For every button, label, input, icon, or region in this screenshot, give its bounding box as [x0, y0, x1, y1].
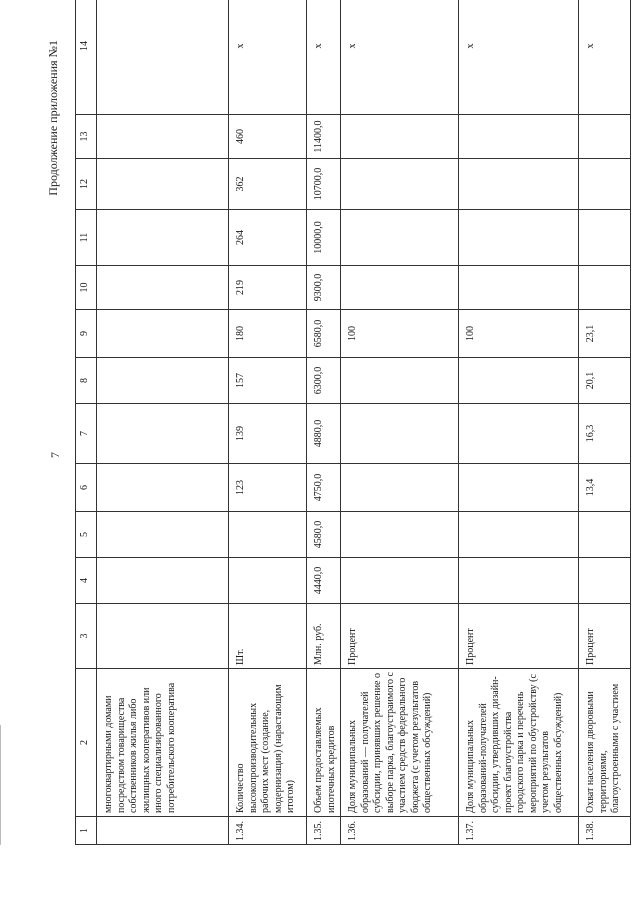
continuation-header: Продолжение приложения №1 [46, 40, 60, 196]
page-number: 7 [48, 452, 62, 458]
value-col-13 [579, 115, 631, 159]
table-row [307, 0, 341, 845]
value-col-9: 6580,0 [307, 310, 341, 358]
value-col-4 [459, 558, 579, 604]
indicator-name: Объем предоставляемых ипотечных кредитов [307, 669, 341, 817]
unit-of-measure [97, 604, 229, 669]
value-col-13: 11400,0 [307, 115, 341, 159]
value-col-9: 180 [229, 310, 307, 358]
column-number: 13 [76, 115, 97, 159]
column-number: 8 [76, 358, 97, 404]
value-col-6: 4750,0 [307, 464, 341, 512]
value-col-12 [97, 159, 229, 210]
value-col-6 [97, 464, 229, 512]
indicator-name: Количество высокопроизводительных рабочих мест (создание, модернизация) (нарастающим итогом) [229, 669, 307, 817]
value-col-11: 264 [229, 210, 307, 266]
indicator-name: Доля муниципальных образований-получателей субсидии, утвердивших дизайн-проект благоустройства городского парка и перечень мероприятий по обустройству (с учетом результатов общественных обсуждений) [459, 669, 579, 817]
value-col-14: x [341, 0, 459, 115]
value-col-5 [97, 512, 229, 558]
value-col-4 [97, 558, 229, 604]
unit-of-measure: Шт. [229, 604, 307, 669]
value-col-12 [579, 159, 631, 210]
value-col-7 [341, 404, 459, 464]
value-col-12: 10700,0 [307, 159, 341, 210]
value-col-5: 4580,0 [307, 512, 341, 558]
value-col-10 [341, 266, 459, 310]
table-row [229, 0, 307, 845]
value-col-4: 4440,0 [307, 558, 341, 604]
scan-artifact-line [0, 725, 1, 845]
value-col-13: 460 [229, 115, 307, 159]
column-number: 14 [76, 0, 97, 115]
row-number: 1.35. [307, 817, 341, 845]
value-col-11: 10000,0 [307, 210, 341, 266]
table-row [579, 0, 631, 845]
row-number: 1.36. [341, 817, 459, 845]
value-col-12 [459, 159, 579, 210]
value-col-5 [341, 512, 459, 558]
column-number: 9 [76, 310, 97, 358]
table-row [459, 0, 579, 845]
unit-of-measure: Млн. руб. [307, 604, 341, 669]
value-col-11 [579, 210, 631, 266]
row-number [97, 817, 229, 845]
value-col-9: 100 [459, 310, 579, 358]
value-col-7: 16,3 [579, 404, 631, 464]
column-number-row [76, 0, 97, 845]
column-number: 6 [76, 464, 97, 512]
value-col-6: 13,4 [579, 464, 631, 512]
column-number: 12 [76, 159, 97, 210]
value-col-7 [459, 404, 579, 464]
value-col-10: 9300,0 [307, 266, 341, 310]
value-col-8: 6300,0 [307, 358, 341, 404]
row-number: 1.38. [579, 817, 631, 845]
value-col-14: x [307, 0, 341, 115]
value-col-8 [341, 358, 459, 404]
value-col-13 [459, 115, 579, 159]
value-col-14: x [229, 0, 307, 115]
value-col-10 [459, 266, 579, 310]
value-col-4 [341, 558, 459, 604]
value-col-7: 139 [229, 404, 307, 464]
value-col-9 [97, 310, 229, 358]
table-row [97, 0, 229, 845]
unit-of-measure: Процент [341, 604, 459, 669]
value-col-13 [341, 115, 459, 159]
column-number: 10 [76, 266, 97, 310]
column-number: 2 [76, 669, 97, 817]
value-col-8: 157 [229, 358, 307, 404]
value-col-7 [97, 404, 229, 464]
value-col-7: 4880,0 [307, 404, 341, 464]
indicators-table [75, 0, 631, 845]
value-col-14 [97, 0, 229, 115]
indicator-name: Охват населения дворовыми территориями, благоустроенными с участием [579, 669, 631, 817]
value-col-12: 362 [229, 159, 307, 210]
value-col-10 [579, 266, 631, 310]
unit-of-measure: Процент [579, 604, 631, 669]
row-number: 1.37. [459, 817, 579, 845]
value-col-14: x [459, 0, 579, 115]
unit-of-measure: Процент [459, 604, 579, 669]
column-number: 4 [76, 558, 97, 604]
value-col-6 [341, 464, 459, 512]
value-col-8 [459, 358, 579, 404]
value-col-5 [579, 512, 631, 558]
row-number: 1.34. [229, 817, 307, 845]
value-col-8 [97, 358, 229, 404]
value-col-9: 23,1 [579, 310, 631, 358]
column-number: 7 [76, 404, 97, 464]
value-col-6 [459, 464, 579, 512]
value-col-4 [579, 558, 631, 604]
value-col-12 [341, 159, 459, 210]
value-col-10 [97, 266, 229, 310]
column-number: 3 [76, 604, 97, 669]
table-row [341, 0, 459, 845]
column-number: 11 [76, 210, 97, 266]
value-col-13 [97, 115, 229, 159]
value-col-4 [229, 558, 307, 604]
column-number: 1 [76, 817, 97, 845]
value-col-8: 20,1 [579, 358, 631, 404]
value-col-14: x [579, 0, 631, 115]
value-col-6: 123 [229, 464, 307, 512]
value-col-11 [97, 210, 229, 266]
value-col-11 [459, 210, 579, 266]
value-col-10: 219 [229, 266, 307, 310]
value-col-5 [229, 512, 307, 558]
column-number: 5 [76, 512, 97, 558]
indicator-name: многоквартирными домами посредством товарищества собственников жилья либо жилищных кооперативов или иного специализированного потребительского кооператива [97, 669, 229, 817]
value-col-11 [341, 210, 459, 266]
indicator-name: Доля муниципальных образований — получателей субсидии, принявших решение о выборе парка, благоустраимого с участием средств федерального бюджета (с учетом результатов общественных обсуждений) [341, 669, 459, 817]
value-col-9: 100 [341, 310, 459, 358]
value-col-5 [459, 512, 579, 558]
